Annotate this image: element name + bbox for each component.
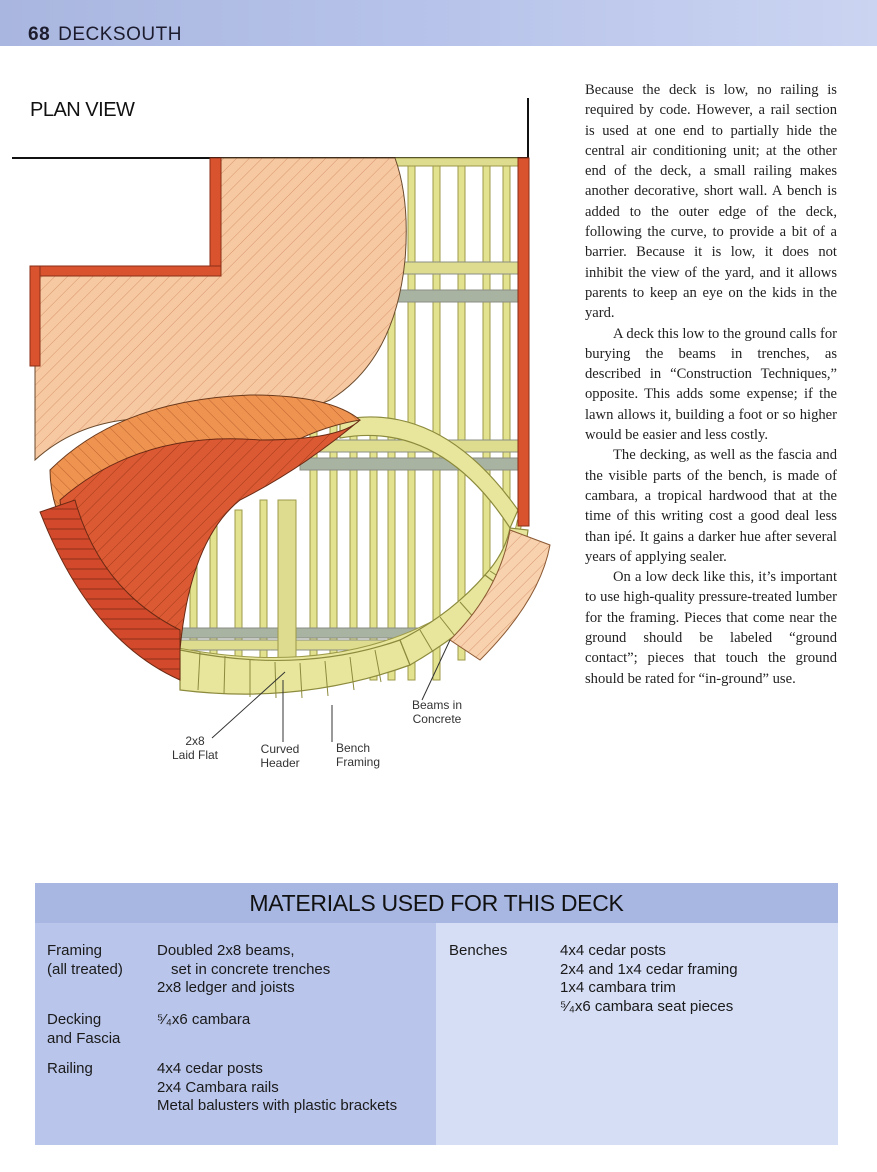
paragraph: Because the deck is low, no railing is required by code. However, a rail section is used at one end to partially hide the central air conditioning unit; at the other end of the deck, a small railing makes another decorative, short wall. A bench is added to the outer edge of the deck, following the curve, to provide a bit of a barrier. Because it is low, it does not inhibit the view of the yard, and it allows parents to keep an eye on the kids in the yard. [585,82,837,322]
materials-label: (all treated) [47,960,123,978]
materials-item: 1x4 cambara trim [560,979,676,996]
materials-item: set in concrete trenches [171,960,331,978]
materials-label: Decking [47,1011,102,1028]
running-title: DECKSOUTH [58,24,182,45]
materials-item: Metal balusters with plastic brackets [157,1097,398,1114]
body-text [585,80,837,689]
ledger [385,158,520,166]
callout-laid-flat: 2x8 Laid Flat [171,734,219,762]
materials-box [35,883,838,1145]
materials-item: 2x4 and 1x4 cedar framing [560,960,738,978]
laid-flat-2x8 [278,500,296,670]
callout-beams-in-concrete: Beams in Concrete [411,698,463,726]
page-number: 68 [28,24,51,45]
paragraph: On a low deck like this, it’s important to use high-quality pressure-treated lumber for the framing. Pieces that come near the ground should be labeled “ground contact”; pieces that touch the ground should be rated for “in-ground” use. [585,569,837,687]
materials-label: Railing [47,1060,93,1077]
paragraph: The decking, as well as the fascia and the visible parts of the bench, is made of cambara, a tropical hardwood that at the time of this writing cost a good deal less than ipé. It gains a darker hue after several years of applying sealer. [585,447,837,565]
materials-item: Doubled 2x8 beams, [157,942,295,959]
materials-item: 2x8 ledger and joists [157,979,295,996]
materials-label: Framing [47,942,103,959]
house-wall-line [12,98,528,158]
materials-item: ⁵⁄₄x6 cambara [157,1011,251,1028]
materials-item: 2x4 Cambara rails [157,1078,279,1096]
materials-label: Benches [449,942,508,959]
plan-view-title: PLAN VIEW [30,99,135,121]
materials-item: ⁵⁄₄x6 cambara seat pieces [560,997,734,1015]
materials-label: and Fascia [47,1029,121,1047]
paragraph: A deck this low to the ground calls for burying the beams in trenches, as described in “Construction Techniques,” opposite. This adds some expense; if the lawn allows it, building a foot or so higher would be easier and less costly. [585,325,837,444]
callout-curved-header: Curved Header [260,742,300,770]
materials-item: 4x4 cedar posts [157,1060,263,1077]
materials-title: MATERIALS USED FOR THIS DECK [35,883,838,923]
materials-item: 4x4 cedar posts [560,942,666,959]
callout-bench-framing: Bench Framing [336,741,381,769]
